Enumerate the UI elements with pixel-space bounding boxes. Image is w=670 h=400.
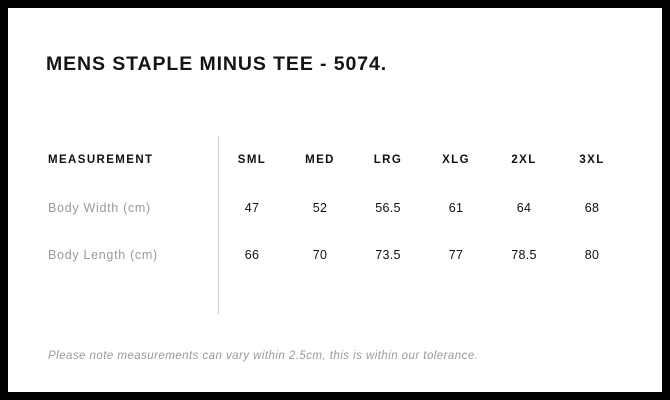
cell-body-width-2xl: 64 bbox=[516, 200, 532, 215]
column-header-xlg: XLG bbox=[442, 154, 470, 166]
table-header-row bbox=[46, 136, 626, 184]
column-header-med: MED bbox=[305, 154, 335, 166]
size-chart-card bbox=[8, 8, 662, 392]
table-body bbox=[46, 184, 626, 278]
cell-body-length-sml: 66 bbox=[244, 247, 260, 262]
cell-body-width-sml: 47 bbox=[244, 200, 260, 215]
cell-body-length-xlg: 77 bbox=[448, 247, 464, 262]
row-label-body-length: Body Length (cm) bbox=[48, 247, 158, 262]
table-header bbox=[46, 136, 626, 184]
cell-body-length-2xl: 78.5 bbox=[511, 247, 537, 262]
tolerance-note: Please note measurements can vary within 2.5cm, this is within our tolerance. bbox=[48, 350, 479, 362]
cell-body-width-lrg: 56.5 bbox=[375, 200, 401, 215]
size-table-container bbox=[46, 136, 626, 278]
column-header-measurement: MEASUREMENT bbox=[48, 154, 154, 166]
cell-body-length-3xl: 80 bbox=[584, 247, 600, 262]
page-title: MENS STAPLE MINUS TEE - 5074. bbox=[46, 53, 388, 75]
cell-body-width-3xl: 68 bbox=[584, 200, 600, 215]
cell-body-width-med: 52 bbox=[312, 200, 328, 215]
cell-body-width-xlg: 61 bbox=[448, 200, 464, 215]
table-row bbox=[46, 231, 626, 278]
column-header-lrg: LRG bbox=[373, 154, 403, 166]
column-header-3xl: 3XL bbox=[579, 154, 605, 166]
column-header-2xl: 2XL bbox=[511, 154, 537, 166]
cell-body-length-lrg: 73.5 bbox=[375, 247, 401, 262]
column-header-sml: SML bbox=[237, 154, 267, 166]
size-table bbox=[46, 136, 626, 278]
cell-body-length-med: 70 bbox=[312, 247, 328, 262]
row-label-body-width: Body Width (cm) bbox=[48, 200, 151, 215]
table-row bbox=[46, 184, 626, 231]
